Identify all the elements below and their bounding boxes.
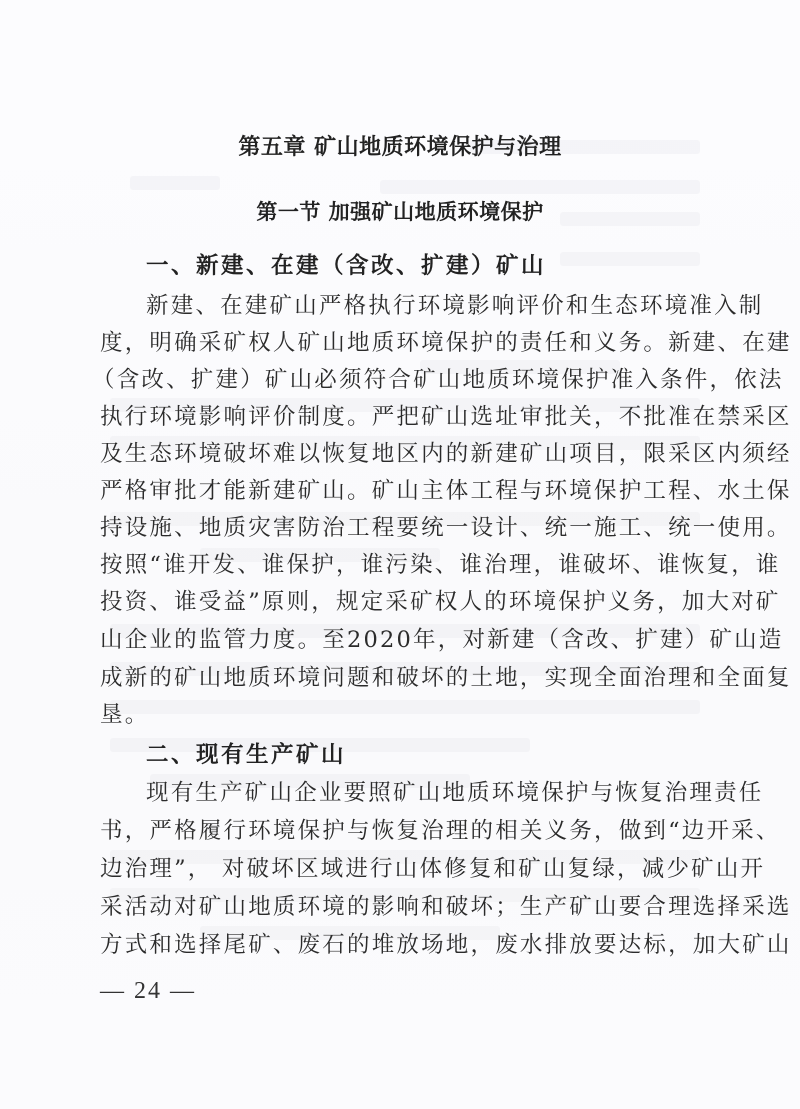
paragraph-line: 山企业的监管力度。至2020年，对新建（含改、扩建）矿山造 xyxy=(100,627,784,653)
paragraph-line: 持设施、地质灾害防治工程要统一设计、统一施工、统一使用。 xyxy=(100,515,792,541)
paragraph-line: 新建、在建矿山严格执行环境影响评价和生态环境准入制 xyxy=(146,293,764,319)
paragraph-line: 书，严格履行环境保护与恢复治理的相关义务，做到“边开采、 xyxy=(100,818,781,844)
subsection-heading-1: 一、新建、在建（含改、扩建）矿山 xyxy=(146,253,547,279)
paragraph-line: 垦。 xyxy=(100,702,150,728)
chapter-title: 第五章 矿山地质环境保护与治理 xyxy=(238,135,562,160)
paragraph-line: 采活动对矿山地质环境的影响和破坏；生产矿山要合理选择采选 xyxy=(100,894,792,920)
section-title: 第一节 加强矿山地质环境保护 xyxy=(256,200,544,224)
page-number: — 24 — xyxy=(100,978,196,1004)
paragraph-line: 投资、谁受益”原则，规定采矿权人的环境保护义务，加大对矿 xyxy=(100,589,781,615)
paragraph-line: 严格审批才能新建矿山。矿山主体工程与环境保护工程、水土保 xyxy=(100,478,792,504)
paragraph-line: 边治理”， 对破坏区域进行山体修复和矿山复绿，减少矿山开 xyxy=(100,856,766,882)
paragraph-line: 成新的矿山地质环境问题和破坏的土地，实现全面治理和全面复 xyxy=(100,665,792,691)
paragraph-line: 方式和选择尾矿、废石的堆放场地，废水排放要达标，加大矿山 xyxy=(100,932,792,958)
paragraph-line: （含改、扩建）矿山必须符合矿山地质环境保护准入条件，依法 xyxy=(92,367,784,393)
paragraph-line: 按照“谁开发、谁保护，谁污染、谁治理，谁破坏、谁恢复，谁 xyxy=(100,552,781,578)
paragraph-line: 度，明确采矿权人矿山地质环境保护的责任和义务。新建、在建 xyxy=(100,330,792,356)
paragraph-line: 现有生产矿山企业要照矿山地质环境保护与恢复治理责任 xyxy=(146,780,764,806)
paragraph-line: 及生态环境破坏难以恢复地区内的新建矿山项目，限采区内须经 xyxy=(100,441,792,467)
subsection-heading-2: 二、现有生产矿山 xyxy=(146,742,347,768)
paragraph-line: 执行环境影响评价制度。严把矿山选址审批关，不批准在禁采区 xyxy=(100,404,792,430)
